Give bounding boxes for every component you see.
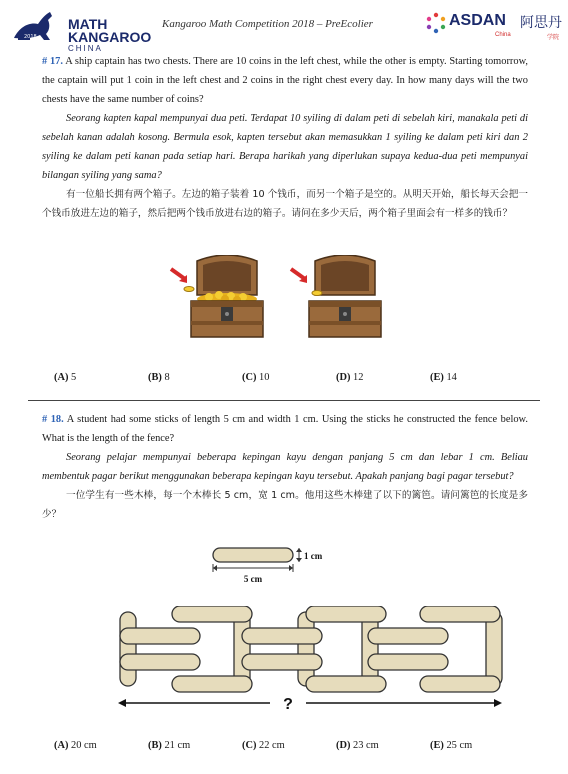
q17-answer-a[interactable] — [54, 372, 76, 383]
q17-answer-c[interactable] — [242, 372, 269, 383]
answer-value: 21 cm — [164, 740, 191, 751]
answer-value: 22 cm — [259, 740, 285, 751]
answer-letter: (B) — [148, 740, 162, 751]
answer-letter: (A) — [54, 372, 69, 383]
q17-chinese: 有一位船长拥有两个箱子。左边的箱子装着 10 个钱币，而另一个箱子是空的。从明天开始，船长每天会把一个钱币放进左边的箱子，然后把两个钱币放进右边的箱子。请问在多少天后，两个箱子里面会有一样多的钱币？ — [42, 189, 528, 219]
q17-malay: Seorang kapten kapal mempunyai dua peti. Terdapat 10 syiling di dalam peti di sebelah kiri, manakala peti di sebelah kanan adalah kosong. Bermula esok, kapten tersebut akan memasukkan 1 syiling ke dalam peti kiri dan 2 syiling ke dalam peti kanan pada setiap hari. Berapa harikah yang diperlukan supaya kedua-dua peti mempunyai bilangan syiling yang sama? — [42, 113, 528, 181]
answer-letter: (C) — [242, 740, 257, 751]
unknown-length-label: ? — [283, 696, 293, 712]
question-17 — [42, 52, 528, 223]
answer-letter: (D) — [336, 372, 351, 383]
logo-line3: CHINA — [68, 44, 103, 53]
fence-sticks — [120, 606, 502, 692]
treasure-chests-figure — [165, 255, 405, 345]
q17-answer-b[interactable] — [148, 372, 170, 383]
question-divider — [28, 400, 540, 401]
right-arrow-icon — [494, 699, 502, 707]
asdan-sub: China — [495, 32, 511, 38]
asdan-logo — [425, 10, 565, 42]
answer-value: 14 — [446, 372, 457, 383]
q18-malay: Seorang pelajar mempunyai beberapa kepingan kayu dengan panjang 5 cm dan lebar 1 cm. Beliau membentuk pagar berikut menggunakan beberapa kepingan kayu tersebut. Apakah panjang bagi pagar tersebut? — [42, 452, 528, 482]
q18-answer-e[interactable] — [430, 740, 472, 751]
answer-letter: (D) — [336, 740, 351, 751]
q18-english-text: A student had some sticks of length 5 cm and width 1 cm. Using the sticks he constructed the fence below. What is the length of the fence? — [42, 414, 528, 444]
answer-letter: (A) — [54, 740, 69, 751]
q17-english — [42, 52, 528, 109]
q18-answer-b[interactable] — [148, 740, 190, 751]
right-arrow-icon — [291, 269, 305, 279]
length-label: 5 cm — [243, 574, 263, 584]
q17-answer-d[interactable] — [336, 372, 363, 383]
sample-stick — [213, 548, 293, 562]
q18-chinese: 一位学生有一些木棒，每一个木棒长 5 cm，宽 1 cm。他用这些木棒建了以下的篱笆。请问篱笆的长度是多少？ — [42, 490, 528, 520]
stick-dimension-figure — [205, 544, 345, 590]
asdan-name: ASDAN — [449, 12, 506, 29]
answer-value: 23 cm — [353, 740, 379, 751]
fence-figure — [110, 606, 510, 712]
q17-english-text: A ship captain has two chests. There are 10 coins in the left chest, while the other is empty. Starting tomorrow, the captain will put 1 coin in the left chest and 2 coins in the right chest every day. In how many days will the two chests have the same number of coins? — [42, 56, 528, 105]
q18-answer-d[interactable] — [336, 740, 379, 751]
logo-text — [68, 18, 151, 54]
width-label: 1 cm — [304, 551, 323, 561]
question-18 — [42, 410, 528, 524]
left-chest — [171, 255, 263, 337]
svg-text:2018: 2018 — [24, 34, 37, 40]
answer-value: 10 — [259, 372, 270, 383]
q17-answer-e[interactable] — [430, 372, 457, 383]
asdan-star-icon — [425, 12, 447, 34]
page-title: Kangaroo Math Competition 2018 – PreEcolier — [162, 18, 373, 30]
answer-value: 20 cm — [71, 740, 97, 751]
left-arrow-icon — [171, 269, 185, 279]
left-arrow-icon — [118, 699, 126, 707]
q18-answer-a[interactable] — [54, 740, 97, 751]
q17-number: # 17. — [42, 56, 63, 67]
q18-answer-c[interactable] — [242, 740, 285, 751]
kangaroo-icon — [10, 8, 58, 44]
asdan-cn-name: 阿思丹 — [520, 15, 562, 31]
answer-value: 5 — [71, 372, 77, 383]
right-chest — [291, 255, 381, 337]
q18-english — [42, 410, 528, 448]
q18-number: # 18. — [42, 414, 64, 425]
page-header — [0, 0, 568, 53]
answer-value: 25 cm — [446, 740, 473, 751]
answer-letter: (C) — [242, 372, 257, 383]
answer-letter: (E) — [430, 372, 444, 383]
asdan-cn-sub: 学院 — [547, 34, 560, 41]
answer-letter: (E) — [430, 740, 444, 751]
answer-value: 12 — [353, 372, 364, 383]
logo-line1: MATH — [68, 16, 108, 32]
logo-line2: KANGAROO — [68, 29, 152, 45]
answer-value: 8 — [164, 372, 170, 383]
answer-letter: (B) — [148, 372, 162, 383]
math-kangaroo-logo — [10, 8, 170, 53]
